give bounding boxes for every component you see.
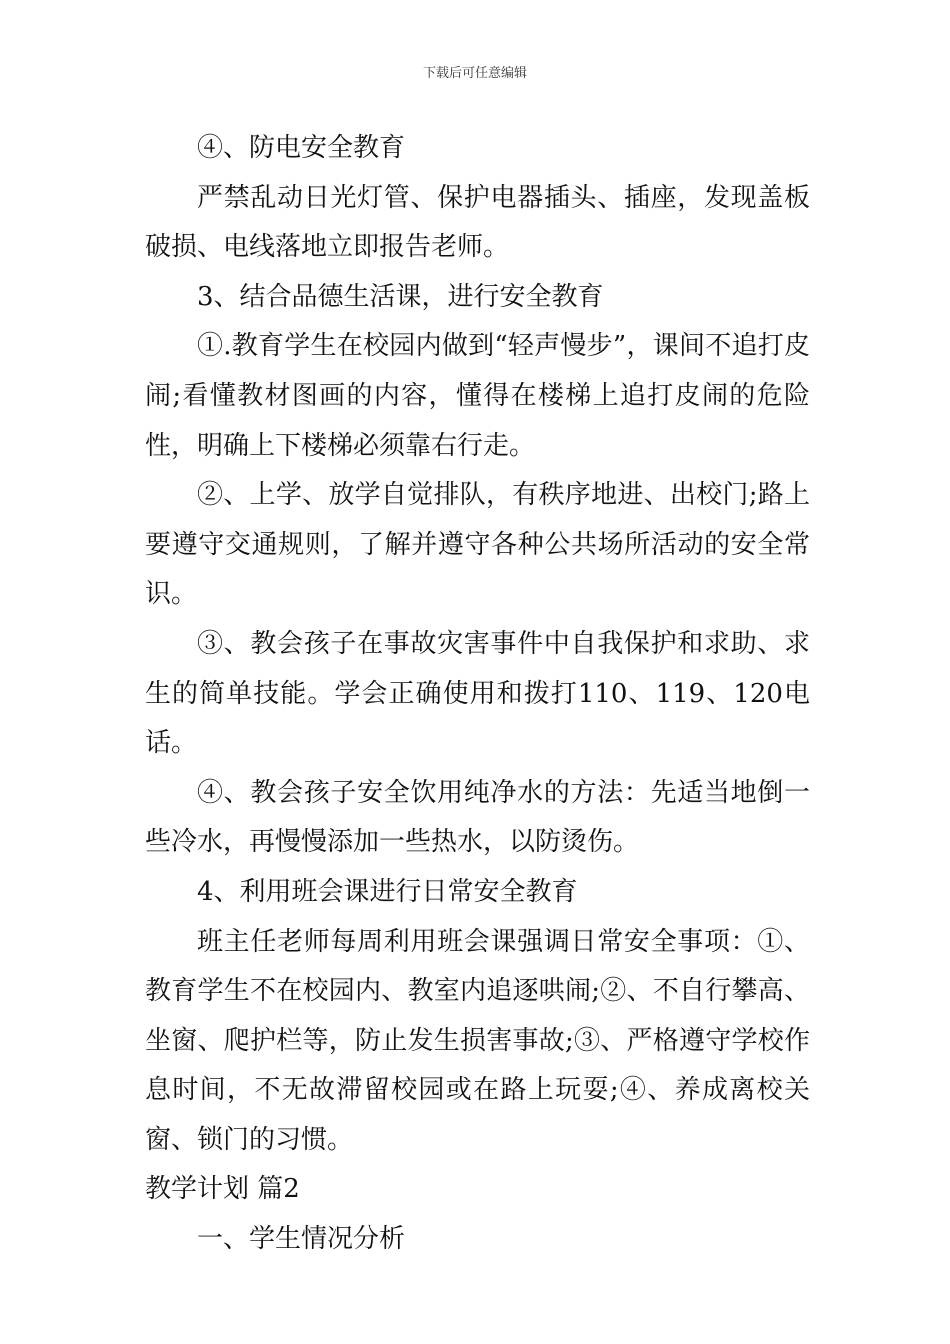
paragraph-drinking-water: ④、教会孩子安全饮用纯净水的方法：先适当地倒一些冷水，再慢慢添加一些热水，以防烫伤。 <box>145 777 810 858</box>
chapter-title-plan-2: 教学计划 篇2 <box>145 1174 300 1205</box>
paragraph-emergency-skills: ③、教会孩子在事故灾害事件中自我保护和求助、求生的简单技能。学会正确使用和拨打110、119、120电话。 <box>145 628 810 759</box>
section-heading-electric-safety: ④、防电安全教育 <box>197 133 406 163</box>
section-heading-student-analysis: 一、学生情况分析 <box>197 1224 406 1255</box>
section-heading-class-meeting: 4、利用班会课进行日常安全教育 <box>197 876 578 907</box>
paragraph-traffic-rules: ②、上学、放学自觉排队，有秩序地进、出校门;路上要遵守交通规则，了解并遵守各种公共场所活动的安全常识。 <box>145 480 810 610</box>
paragraph-campus-walking: ①.教育学生在校园内做到“轻声慢步”，课间不追打皮闹;看懂教材图画的内容，懂得在楼梯上追打皮闹的危险性，明确上下楼梯必须靠右行走。 <box>145 331 810 461</box>
section-heading-moral-class: 3、结合品德生活课，进行安全教育 <box>197 281 604 312</box>
paragraph-daily-safety: 班主任老师每周利用班会课强调日常安全事项：①、教育学生不在校园内、教室内追逐哄闹;②、不自行攀高、坐窗、爬护栏等，防止发生损害事故;③、严格遵守学校作息时间，不无故滞留校园或在路上玩耍;④、养成离校关窗、锁门的习惯。 <box>145 926 810 1155</box>
paragraph-electric-rules: 严禁乱动日光灯管、保护电器插头、插座，发现盖板破损、电线落地立即报告老师。 <box>145 182 810 263</box>
document-body <box>145 124 810 1265</box>
page-header: 下载后可任意编辑 <box>422 66 527 81</box>
